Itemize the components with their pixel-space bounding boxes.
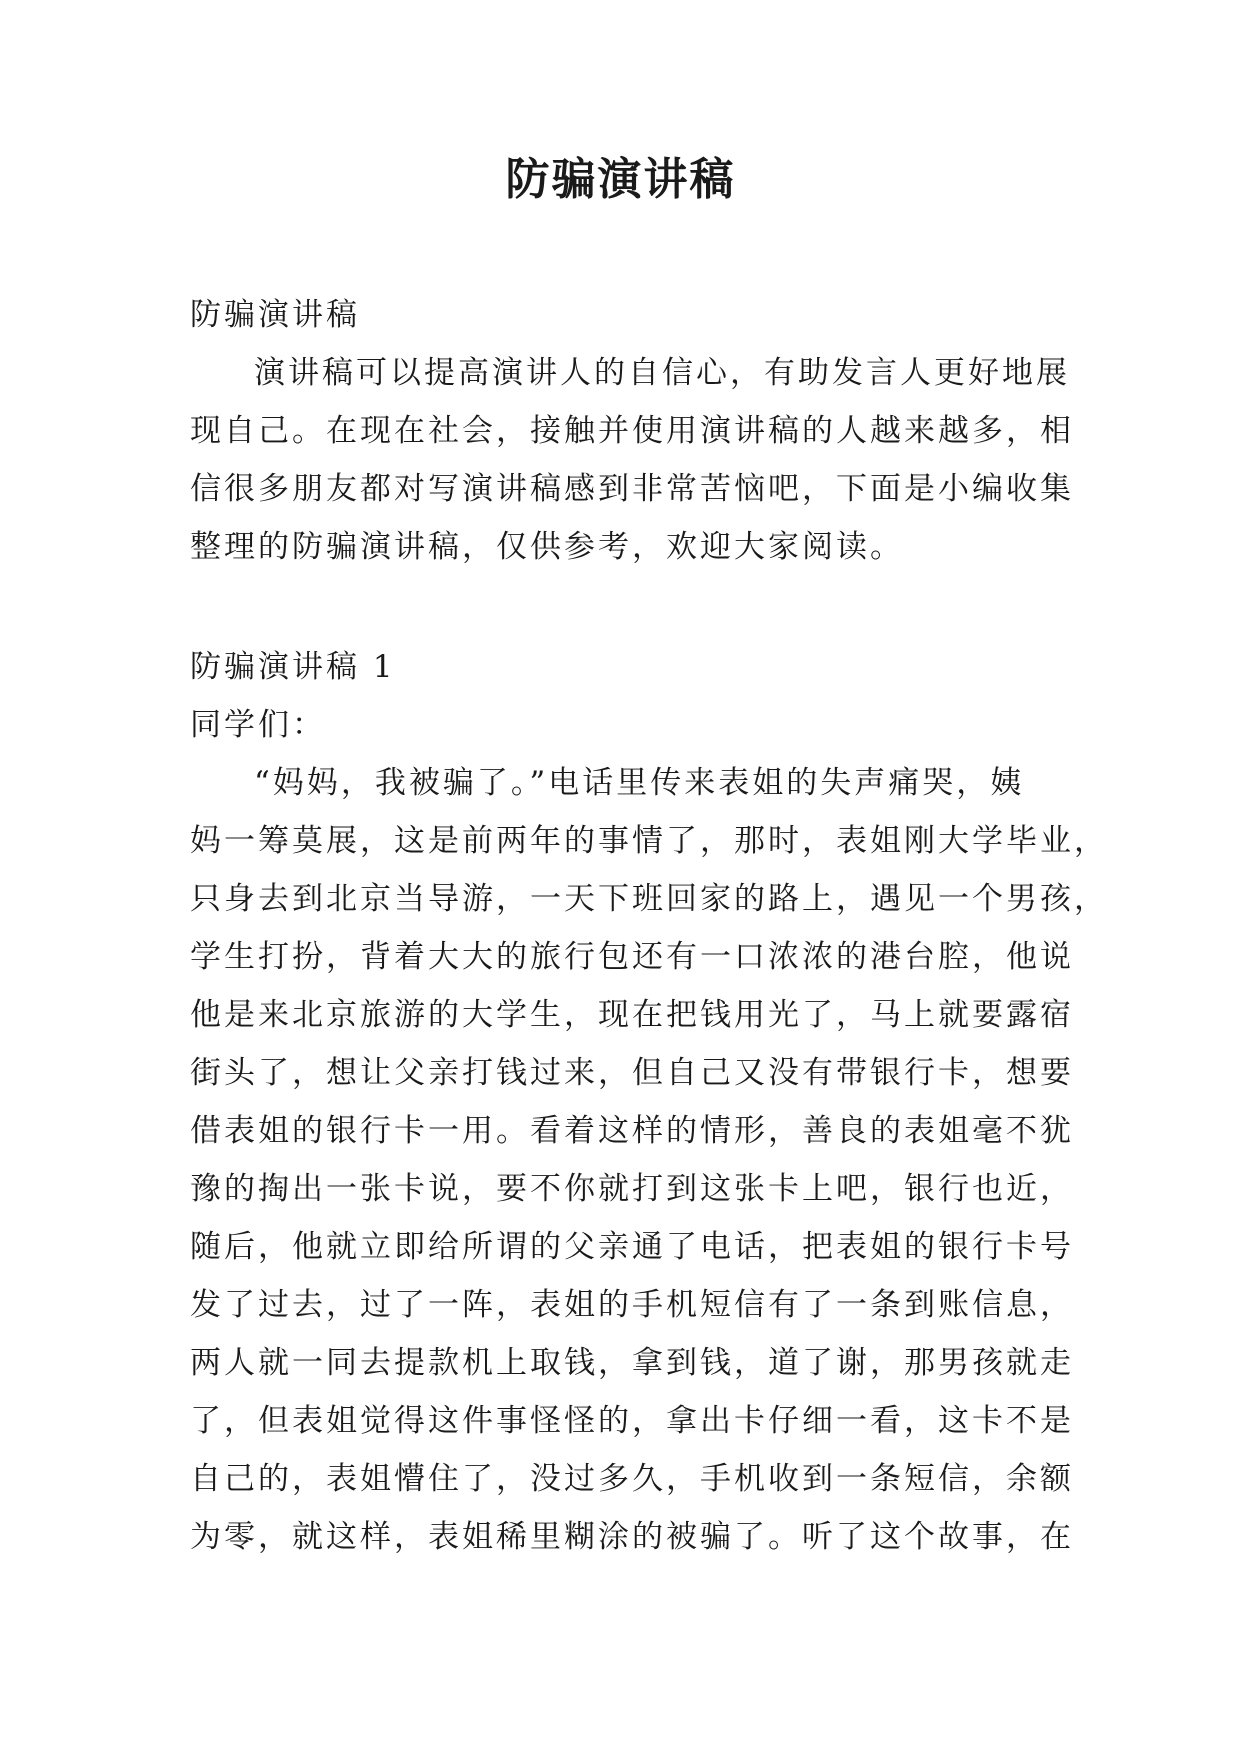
- story-line: 豫的掏出一张卡说，要不你就打到这张卡上吧，银行也近，: [190, 1171, 1074, 1207]
- story-line: 发了过去，过了一阵，表姐的手机短信有了一条到账信息，: [190, 1287, 1074, 1323]
- story-line: 自己的，表姐懵住了，没过多久，手机收到一条短信，余额: [190, 1461, 1074, 1497]
- story-line: 为零，就这样，表姐稀里糊涂的被骗了。听了这个故事，在: [190, 1519, 1074, 1555]
- intro-line: 现自己。在现在社会，接触并使用演讲稿的人越来越多，相: [190, 413, 1074, 449]
- document-title: 防骗演讲稿: [505, 154, 736, 205]
- story-line: 街头了，想让父亲打钱过来，但自己又没有带银行卡，想要: [190, 1055, 1074, 1091]
- intro-line: 信很多朋友都对写演讲稿感到非常苦恼吧，下面是小编收集: [190, 471, 1074, 507]
- story-line: 妈一筹莫展，这是前两年的事情了，那时，表姐刚大学毕业，: [190, 823, 1108, 859]
- story-line: 学生打扮，背着大大的旅行包还有一口浓浓的港台腔，他说: [190, 939, 1074, 975]
- section-heading: 防骗演讲稿 1: [190, 649, 396, 685]
- intro-line: 整理的防骗演讲稿，仅供参考，欢迎大家阅读。: [190, 529, 904, 565]
- story-line: 借表姐的银行卡一用。看着这样的情形，善良的表姐毫不犹: [190, 1113, 1074, 1149]
- story-line: 随后，他就立即给所谓的父亲通了电话，把表姐的银行卡号: [190, 1229, 1074, 1265]
- story-line: 只身去到北京当导游，一天下班回家的路上，遇见一个男孩，: [190, 881, 1108, 917]
- story-line: 他是来北京旅游的大学生，现在把钱用光了，马上就要露宿: [190, 997, 1074, 1033]
- salutation: 同学们：: [190, 707, 326, 743]
- intro-line: 演讲稿可以提高演讲人的自信心，有助发言人更好地展: [254, 355, 1070, 391]
- story-line: 了，但表姐觉得这件事怪怪的，拿出卡仔细一看，这卡不是: [190, 1403, 1074, 1439]
- intro-block: [190, 286, 1074, 576]
- subtitle: 防骗演讲稿: [190, 297, 360, 333]
- speech-block: [190, 638, 1108, 1566]
- story-line: 两人就一同去提款机上取钱，拿到钱，道了谢，那男孩就走: [190, 1345, 1074, 1381]
- story-line: “妈妈，我被骗了。”电话里传来表姐的失声痛哭，姨: [254, 765, 1025, 801]
